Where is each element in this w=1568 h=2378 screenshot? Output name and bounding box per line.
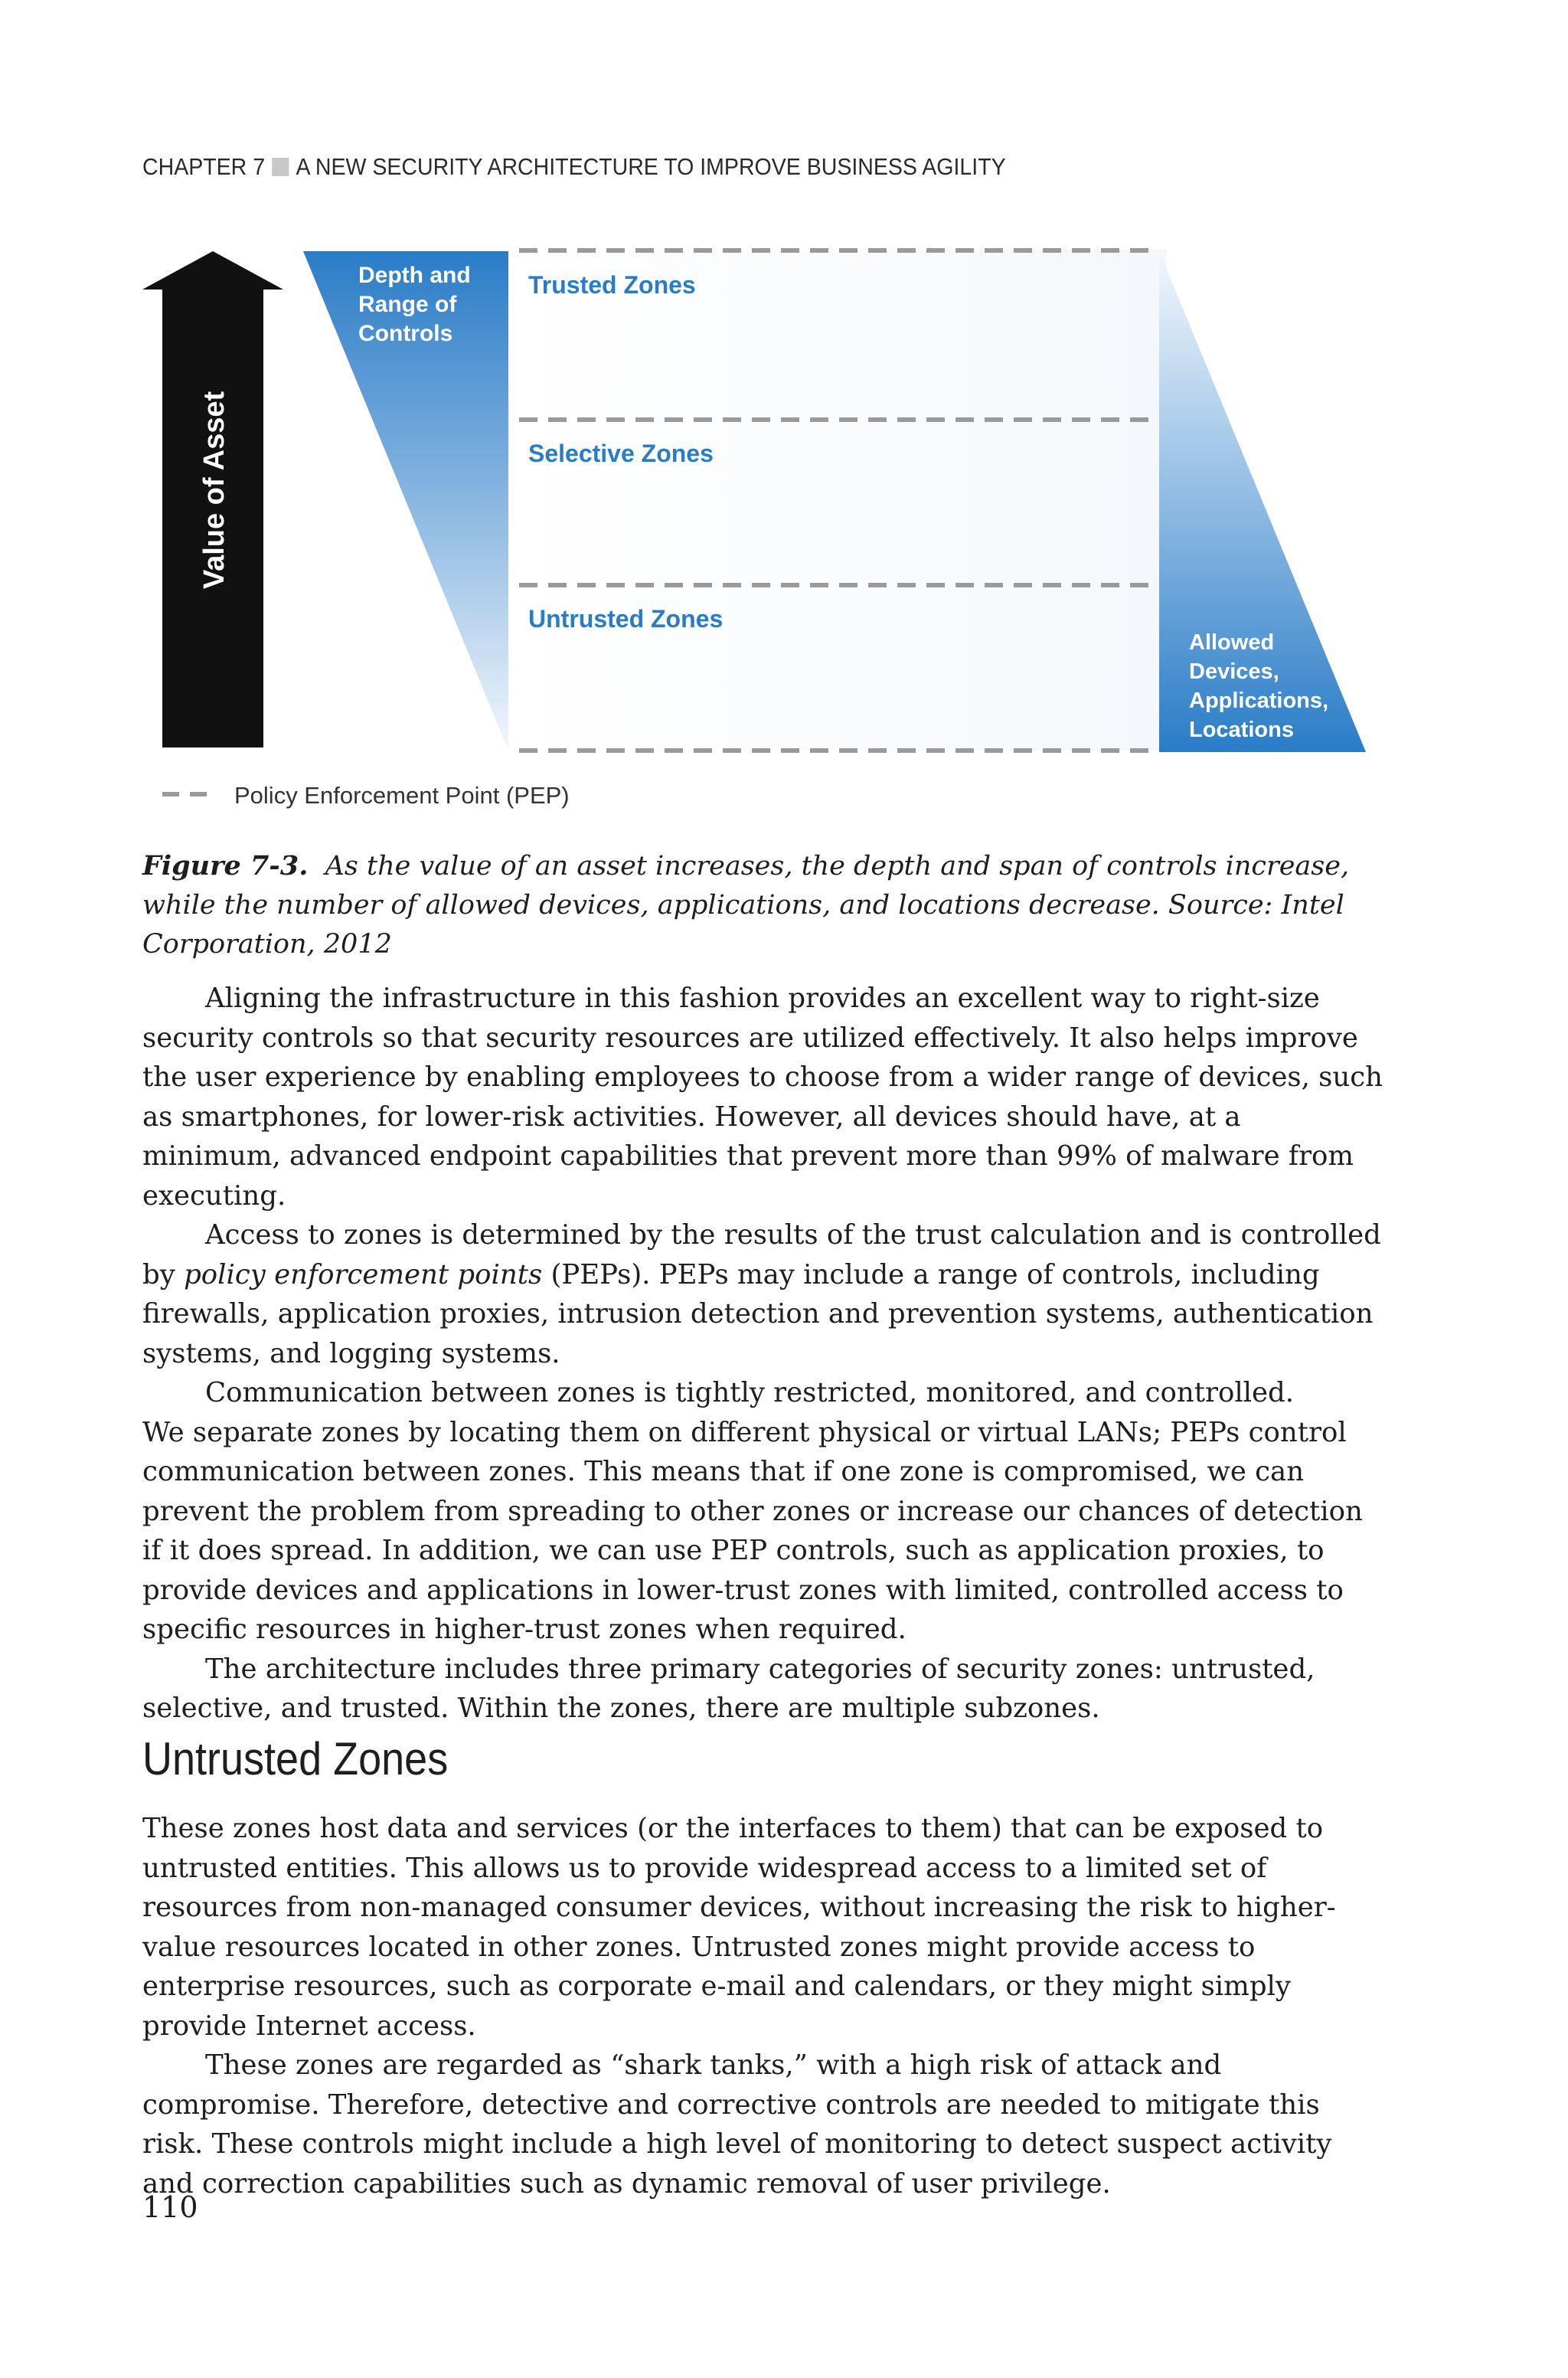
allowed-devices-wedge [1159,251,1366,752]
depth-label-line-3: Controls [358,321,453,346]
chapter-label: CHAPTER 7 [142,153,266,180]
value-of-asset-arrow [142,251,283,747]
allowed-label-line-1: Allowed [1189,630,1275,655]
depth-and-range-wedge [303,251,508,751]
allowed-label-line-2: Devices, [1189,659,1279,684]
paragraph-untrusted-host: These zones host data and services (or the interfaces to them) that can be exposed to untrusted entities. This allows us to provide widespread access to a limited set of resources from non-managed consumer devices, without increasing the risk to higher-value resources located in other zones. Untrusted zones might provide access to enterprise resources, such as corporate e-mail and calendars, or they might simply provide Internet access. [142,1813,1336,2042]
paragraph-communication-cont: We separate zones by locating them on different physical or virtual LANs; PEPs control communication between zones. This means that if one zone is compromised, we can prevent the problem from spreading to other zones or increase our chances of detection if it does spread. In addition, we can use PEP controls, such as application proxies, to provide devices and applications in lower-trust zones with limited, controlled access to specific resources in higher-trust zones when required. [142,1416,1363,1645]
untrusted-zones-label: Untrusted Zones [528,605,724,633]
paragraph-communication: Communication between zones is tightly restricted, monitored, and controlled. [205,1377,1295,1408]
trusted-zones-label: Trusted Zones [528,271,696,299]
depth-label-line-2: Range of [358,292,457,317]
paragraph-access-text-a: Access to zones is determined by the results of the trust calculation and is controlled by [142,1219,1381,1290]
page-number: 110 [142,2190,198,2224]
paragraph-shark-tanks: These zones are regarded as “shark tanks,” with a high risk of attack and compromise. Therefore, detective and corrective controls are needed to mitigate this risk. These controls might include a high level of monitoring to detect suspect activity and correction capabilities such as dynamic removal of user privilege. [142,2049,1332,2200]
security-zones-figure [0,0,1568,827]
depth-label-line-1: Depth and [358,263,471,288]
figure-label: Figure 7-3. [142,850,309,882]
legend [162,782,570,809]
paragraph-access-zones [142,1215,1383,1373]
legend-label: Policy Enforcement Point (PEP) [234,782,570,809]
allowed-label-line-3: Applications, [1189,689,1329,713]
paragraph-access-em: policy enforcement points [184,1258,543,1290]
body-paragraphs [142,979,1383,1729]
paragraph-access-text-b: (PEPs). PEPs may include a range of controls, including firewalls, application proxies, intrusion detection and prevention systems, authentication systems, and logging systems. [142,1258,1374,1369]
paragraph-right-size: Aligning the infrastructure in this fashion provides an excellent way to right-size security controls so that security resources are utilized effectively. It also helps improve the user experience by enabling employees to choose from a wider range of devices, such as smartphones, for lower-risk activities. However, all devices should have, at a minimum, advanced endpoint capabilities that prevent more than 99% of malware from executing. [142,983,1383,1212]
figure-caption-text: As the value of an asset increases, the depth and span of controls increase, while the number of allowed devices, applications, and locations decrease. Source: Intel Corporation, 2012 [142,851,1350,960]
chapter-title: A NEW SECURITY ARCHITECTURE TO IMPROVE BUSINESS AGILITY [296,153,1006,180]
paragraph-architecture: The architecture includes three primary categories of security zones: untrusted, selective, and trusted. Within the zones, there are multiple subzones. [142,1653,1315,1724]
allowed-label-line-4: Locations [1189,718,1294,742]
zones-background [508,249,1167,751]
section-paragraphs [142,1809,1383,2203]
section-heading-untrusted-zones: Untrusted Zones [142,1733,449,1784]
selective-zones-label: Selective Zones [528,440,714,467]
value-of-asset-label: Value of Asset [198,391,230,590]
figure-caption [142,846,1383,964]
